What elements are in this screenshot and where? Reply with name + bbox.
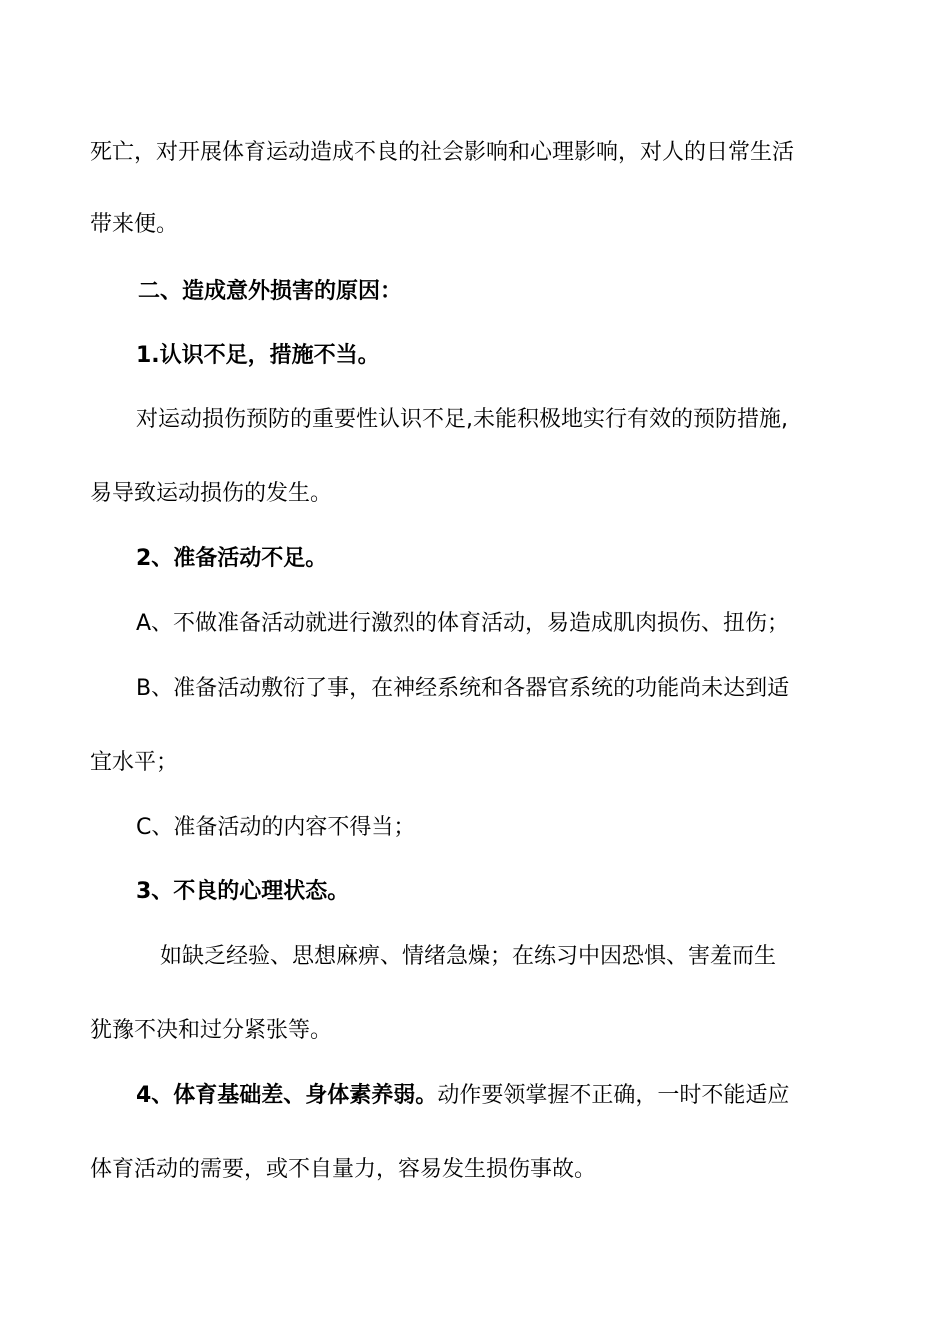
subheading-1: 1.认识不足，措施不当。 bbox=[136, 343, 380, 368]
body-text-line: 带来便。 bbox=[90, 212, 179, 237]
list-item-c: C、准备活动的内容不得当； bbox=[136, 815, 416, 840]
paragraph-3-line: 犹豫不决和过分紧张等。 bbox=[90, 1018, 333, 1043]
paragraph-4-line: 体育活动的需要，或不自量力，容易发生损伤事故。 bbox=[90, 1157, 597, 1182]
subheading-4: 4、体育基础差、身体素养弱。 bbox=[136, 1083, 438, 1108]
paragraph-3-line: 如缺乏经验、思想麻痹、情绪急燥；在练习中因恐惧、害羞而生 bbox=[160, 944, 777, 969]
paragraph-4-text: 动作要领掌握不正确，一时不能适应 bbox=[437, 1083, 790, 1108]
subheading-3: 3、不良的心理状态。 bbox=[136, 879, 350, 904]
section-heading: 二、造成意外损害的原因： bbox=[138, 279, 403, 304]
list-item-b-continuation: 宜水平； bbox=[90, 750, 179, 775]
paragraph-1-line: 易导致运动损伤的发生。 bbox=[90, 481, 333, 506]
body-text-line: 死亡，对开展体育运动造成不良的社会影响和心理影响，对人的日常生活 bbox=[90, 140, 795, 165]
paragraph-4-line bbox=[136, 1081, 789, 1111]
paragraph-1-line: 对运动损伤预防的重要性认识不足,未能积极地实行有效的预防措施, bbox=[136, 407, 788, 432]
list-item-b: B、准备活动敷衍了事，在神经系统和各器官系统的功能尚未达到适 bbox=[136, 676, 790, 701]
list-item-a: A、不做准备活动就进行激烈的体育活动，易造成肌肉损伤、扭伤； bbox=[136, 611, 790, 636]
subheading-2: 2、准备活动不足。 bbox=[136, 546, 328, 571]
